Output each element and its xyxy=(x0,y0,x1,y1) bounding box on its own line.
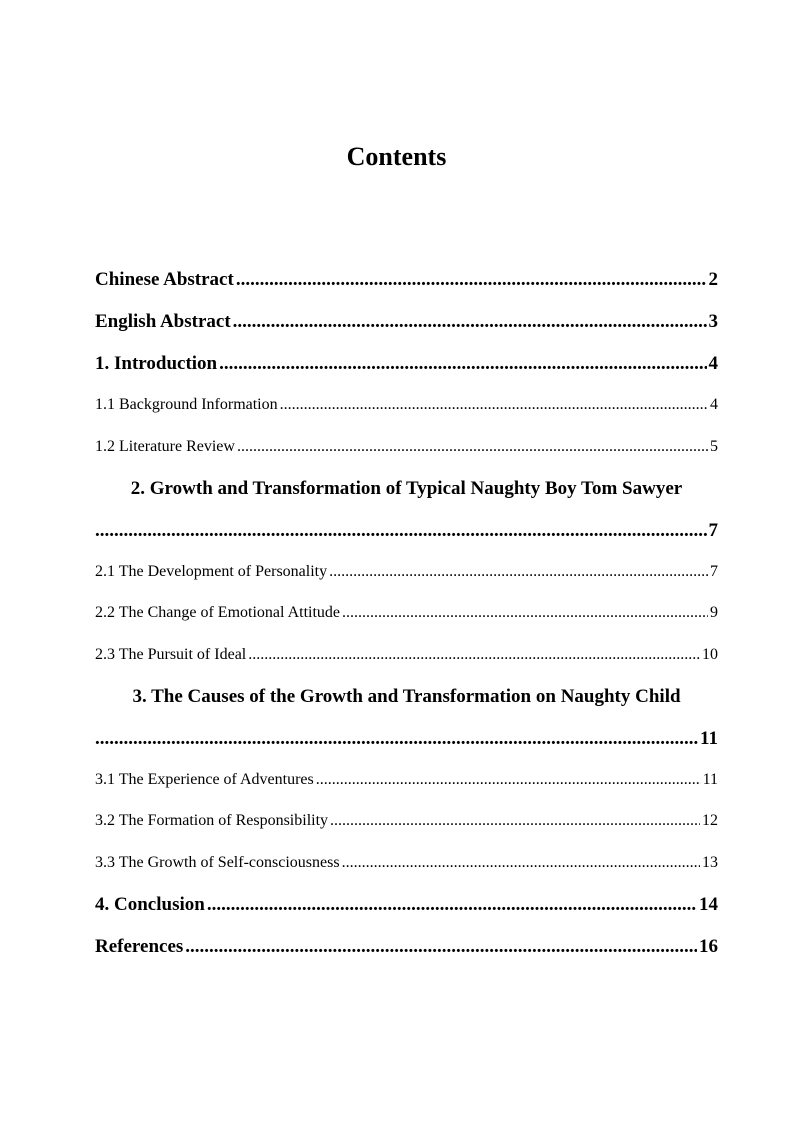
toc-entry-page: 12 xyxy=(702,812,718,829)
toc-entry-page: 7 xyxy=(710,563,718,580)
dot-leader xyxy=(207,891,697,919)
toc-entry-page: 11 xyxy=(700,728,718,749)
toc-entry-page: 5 xyxy=(710,438,718,455)
toc-entry-label: 1.1 Background Information xyxy=(95,396,278,413)
toc-entry-page: 14 xyxy=(699,894,718,915)
toc-entry-page: 16 xyxy=(699,936,718,957)
toc-entry-introduction[interactable] xyxy=(95,350,718,378)
toc-entry-page: 7 xyxy=(708,520,718,541)
dot-leader xyxy=(95,517,707,545)
dot-leader xyxy=(95,725,698,753)
toc-entry-conclusion[interactable] xyxy=(95,891,718,919)
toc-entry-page: 13 xyxy=(702,854,718,871)
toc-entry-page: 9 xyxy=(710,604,718,621)
toc-entry-label: References xyxy=(95,936,184,957)
dot-leader xyxy=(219,350,706,378)
dot-leader xyxy=(233,308,707,336)
toc-entry-label: 1.2 Literature Review xyxy=(95,438,235,455)
dot-leader xyxy=(329,560,708,584)
dot-leader xyxy=(248,643,700,667)
toc-entry-references[interactable] xyxy=(95,933,718,961)
toc-entry-label: English Abstract xyxy=(95,311,231,332)
dot-leader xyxy=(280,393,708,417)
toc-entry-page: 3 xyxy=(708,311,718,332)
dot-leader xyxy=(342,601,708,625)
toc-entry-label: 4. Conclusion xyxy=(95,894,205,915)
toc-entry-page: 10 xyxy=(702,646,718,663)
dot-leader xyxy=(185,933,697,961)
toc-entry-english-abstract[interactable] xyxy=(95,308,718,336)
toc-entry-growth-of-self-consciousness[interactable] xyxy=(95,851,718,875)
toc-entry-development-of-personality[interactable] xyxy=(95,560,718,584)
toc-entry-label: 2.2 The Change of Emotional Attitude xyxy=(95,604,340,621)
toc-entry-label: 3.3 The Growth of Self-consciousness xyxy=(95,854,340,871)
toc-entry-label: 2. Growth and Transformation of Typical Naughty Boy Tom Sawyer xyxy=(130,478,683,499)
dot-leader xyxy=(236,266,707,294)
toc-entry-chapter-3-leader[interactable] xyxy=(95,725,718,753)
toc-entry-chapter-2-title[interactable] xyxy=(95,475,718,503)
toc-entry-label: 1. Introduction xyxy=(95,353,218,374)
toc-entry-page: 4 xyxy=(708,353,718,374)
toc-entry-chapter-3-title[interactable] xyxy=(95,683,718,711)
dot-leader xyxy=(330,809,700,833)
toc-entry-page: 11 xyxy=(702,771,718,788)
page-title: Contents xyxy=(346,142,447,171)
toc-entry-label: 2.3 The Pursuit of Ideal xyxy=(95,646,247,663)
toc-entry-experience-of-adventures[interactable] xyxy=(95,768,718,792)
dot-leader xyxy=(237,435,708,459)
toc-entry-label: 3.2 The Formation of Responsibility xyxy=(95,812,329,829)
dot-leader xyxy=(342,851,700,875)
toc-entry-background-information[interactable] xyxy=(95,393,718,417)
dot-leader xyxy=(316,768,701,792)
toc-entry-literature-review[interactable] xyxy=(95,435,718,459)
table-of-contents xyxy=(95,0,718,1122)
toc-entry-pursuit-of-ideal[interactable] xyxy=(95,643,718,667)
toc-entry-page: 2 xyxy=(708,269,718,290)
toc-entry-chinese-abstract[interactable] xyxy=(95,266,718,294)
toc-entry-formation-of-responsibility[interactable] xyxy=(95,809,718,833)
toc-entry-label: 2.1 The Development of Personality xyxy=(95,563,328,580)
toc-entry-label: 3.1 The Experience of Adventures xyxy=(95,771,314,788)
toc-entry-change-of-emotional-attitude[interactable] xyxy=(95,601,718,625)
toc-entry-label: Chinese Abstract xyxy=(95,269,234,290)
toc-entry-label: 3. The Causes of the Growth and Transformation on Naughty Child xyxy=(132,686,681,707)
toc-entry-page: 4 xyxy=(710,396,718,413)
toc-entry-chapter-2-leader[interactable] xyxy=(95,517,718,545)
